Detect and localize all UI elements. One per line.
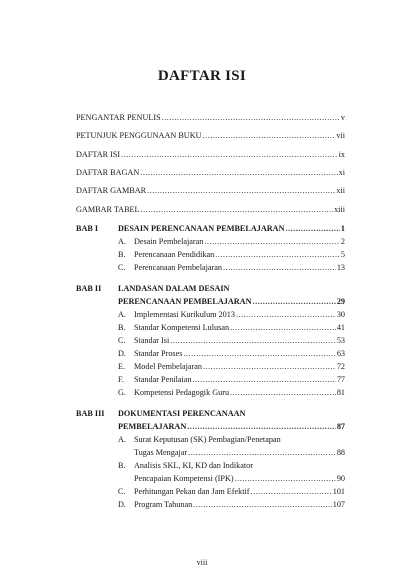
toc-subentry[interactable] bbox=[118, 461, 345, 470]
toc-subentry[interactable] bbox=[118, 250, 345, 259]
subentry-page: 81 bbox=[336, 388, 345, 397]
subentry-letter: D. bbox=[118, 349, 126, 358]
toc-entry-label: GAMBAR TABEL bbox=[76, 205, 140, 214]
subentry-page: 88 bbox=[336, 448, 345, 457]
dot-leader bbox=[140, 168, 337, 177]
toc-entry-page: xi bbox=[338, 168, 345, 177]
toc-entry-page: ix bbox=[338, 150, 345, 159]
dot-leader bbox=[203, 362, 336, 371]
toc-subentry[interactable] bbox=[118, 263, 345, 272]
subentry-page: 13 bbox=[336, 263, 345, 272]
dot-leader bbox=[183, 349, 335, 358]
subentry-letter: B. bbox=[118, 323, 126, 332]
toc-entry[interactable] bbox=[76, 186, 345, 198]
dot-leader bbox=[236, 310, 336, 319]
dot-leader bbox=[230, 388, 336, 397]
subentry-label: Standar Penilaian bbox=[134, 375, 192, 384]
dot-leader bbox=[235, 474, 336, 483]
dot-leader bbox=[215, 250, 340, 259]
dot-leader bbox=[253, 297, 336, 306]
subentry-label-cont: Tugas Mengajar bbox=[134, 448, 188, 457]
subentry-letter: A. bbox=[118, 435, 126, 444]
subentry-letter: G. bbox=[118, 388, 126, 397]
dot-leader bbox=[251, 487, 332, 496]
page-title: DAFTAR ISI bbox=[157, 68, 247, 84]
subentry-letter: B. bbox=[118, 461, 126, 470]
subentry-label: Standar Kompetensi Lulusan bbox=[134, 323, 230, 332]
toc-entry-page: v bbox=[340, 113, 345, 122]
subentry-page: 90 bbox=[336, 474, 345, 483]
dot-leader bbox=[204, 237, 340, 246]
toc-subentry[interactable] bbox=[118, 323, 345, 332]
chapter-number: BAB III bbox=[76, 409, 105, 418]
dot-leader bbox=[203, 131, 336, 140]
subentry-label: Kompetensi Pedagogik Guru bbox=[134, 388, 230, 397]
subentry-page: 41 bbox=[336, 323, 345, 332]
dot-leader bbox=[193, 500, 332, 509]
chapter-page: 29 bbox=[336, 297, 345, 306]
dot-leader bbox=[147, 186, 335, 195]
dot-leader bbox=[188, 448, 336, 457]
subentry-label: Surat Keputusan (SK) Pembagian/Penetapan bbox=[134, 435, 281, 444]
subentry-label-cont: Pencapaian Kompetensi (IPK) bbox=[134, 474, 234, 483]
dot-leader bbox=[187, 422, 336, 431]
subentry-page: 5 bbox=[340, 250, 345, 259]
subentry-label: Perencanaan Pendidikan bbox=[134, 250, 215, 259]
toc-entry[interactable] bbox=[76, 150, 345, 162]
toc-entry-label: PETUNJUK PENGGUNAAN BUKU bbox=[76, 131, 202, 140]
subentry-page: 72 bbox=[336, 362, 345, 371]
toc-entry-label: PENGANTAR PENULIS bbox=[76, 113, 161, 122]
subentry-page: 53 bbox=[336, 336, 345, 345]
dot-leader bbox=[162, 113, 340, 122]
chapter-entry[interactable] bbox=[118, 422, 345, 431]
toc-subentry-cont[interactable] bbox=[134, 448, 345, 457]
chapter-page: 1 bbox=[340, 224, 345, 233]
toc-subentry[interactable] bbox=[118, 375, 345, 384]
dot-leader bbox=[170, 336, 336, 345]
toc-subentry[interactable] bbox=[118, 237, 345, 246]
toc-entry[interactable] bbox=[76, 205, 345, 217]
subentry-letter: C. bbox=[118, 263, 126, 272]
chapter-title-cont: PERENCANAAN PEMBELAJARAN bbox=[118, 297, 252, 306]
chapter-title: DOKUMENTASI PERENCANAAN bbox=[118, 409, 246, 418]
subentry-letter: F. bbox=[118, 375, 124, 384]
toc-entry[interactable] bbox=[76, 113, 345, 125]
subentry-label: Standar Proses bbox=[134, 349, 183, 358]
toc-subentry[interactable] bbox=[118, 310, 345, 319]
chapter-number: BAB I bbox=[76, 224, 99, 233]
chapter-page: 87 bbox=[336, 422, 345, 431]
toc-entry-page: vii bbox=[336, 131, 345, 140]
subentry-page: 101 bbox=[332, 487, 345, 496]
dot-leader bbox=[230, 323, 336, 332]
subentry-letter: A. bbox=[118, 237, 126, 246]
subentry-page: 30 bbox=[336, 310, 345, 319]
toc-subentry[interactable] bbox=[118, 362, 345, 371]
subentry-label: Desain Pembelajaran bbox=[134, 237, 204, 246]
toc-entry-label: DAFTAR ISI bbox=[76, 150, 121, 159]
chapter-title: DESAIN PERENCANAAN PEMBELAJARAN bbox=[118, 224, 285, 233]
subentry-letter: D. bbox=[118, 500, 126, 509]
subentry-letter: C. bbox=[118, 487, 126, 496]
subentry-letter: C. bbox=[118, 336, 126, 345]
toc-subentry-cont[interactable] bbox=[134, 474, 345, 483]
chapter-entry[interactable] bbox=[118, 224, 345, 233]
toc-subentry[interactable] bbox=[118, 349, 345, 358]
toc-subentry[interactable] bbox=[118, 336, 345, 345]
subentry-label: Model Pembelajaran bbox=[134, 362, 202, 371]
toc-entry-page: xiii bbox=[334, 205, 345, 214]
subentry-label: Analisis SKL, KI, KD dan Indikator bbox=[134, 461, 253, 470]
chapter-title: LANDASAN DALAM DESAIN bbox=[118, 284, 230, 293]
toc-entry[interactable] bbox=[76, 168, 345, 180]
toc-subentry[interactable] bbox=[118, 435, 345, 444]
subentry-label: Implementasi Kurikulum 2013 bbox=[134, 310, 235, 319]
chapter-number: BAB II bbox=[76, 284, 102, 293]
toc-entry-label: DAFTAR GAMBAR bbox=[76, 186, 147, 195]
toc-subentry[interactable] bbox=[118, 388, 345, 397]
subentry-label: Program Tahunan bbox=[134, 500, 193, 509]
toc-entry[interactable] bbox=[76, 131, 345, 143]
toc-entry-label: DAFTAR BAGAN bbox=[76, 168, 140, 177]
toc-subentry[interactable] bbox=[118, 487, 345, 496]
page-number: viii bbox=[196, 558, 208, 567]
subentry-letter: B. bbox=[118, 250, 126, 259]
subentry-label: Perencanaan Pembelajaran bbox=[134, 263, 222, 272]
dot-leader bbox=[286, 224, 340, 233]
subentry-page: 107 bbox=[332, 500, 345, 509]
toc-subentry[interactable] bbox=[118, 500, 345, 509]
subentry-letter: E. bbox=[118, 362, 126, 371]
subentry-page: 77 bbox=[336, 375, 345, 384]
toc-entry-page: xii bbox=[336, 186, 345, 195]
subentry-label: Perhitungan Pekan dan Jam Efektif bbox=[134, 487, 250, 496]
dot-leader bbox=[121, 150, 337, 159]
subentry-page: 2 bbox=[340, 237, 345, 246]
subentry-letter: A. bbox=[118, 310, 126, 319]
dot-leader bbox=[193, 375, 336, 384]
chapter-title-cont: PEMBELAJARAN bbox=[118, 422, 187, 431]
subentry-page: 63 bbox=[336, 349, 345, 358]
subentry-label: Standar Isi bbox=[134, 336, 170, 345]
dot-leader bbox=[223, 263, 336, 272]
dot-leader bbox=[141, 205, 334, 214]
chapter-entry[interactable] bbox=[118, 297, 345, 306]
